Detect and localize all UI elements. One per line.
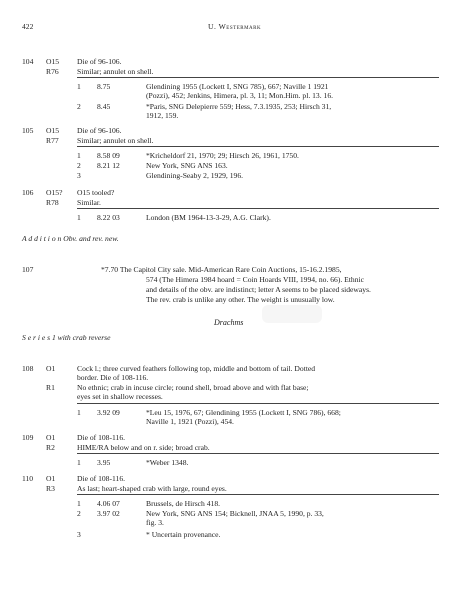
obverse-description: Cock l.; three curved feathers following top, middle and bottom of tail. Dotted bbox=[77, 364, 316, 373]
specimen-reference-cont: Naville 1, 1921 (Pozzi), 454. bbox=[146, 417, 234, 426]
specimen-reference: London (BM 1964-13-3-29, A.G. Clark). bbox=[146, 213, 271, 222]
specimen-index: 1 bbox=[77, 82, 81, 91]
obverse-description: Die of 96-106. bbox=[77, 57, 122, 66]
reverse-die: R2 bbox=[46, 443, 55, 452]
addition-note bbox=[22, 234, 119, 243]
obverse-description: O15 tooled? bbox=[77, 188, 115, 197]
specimen-reference: *Weber 1348. bbox=[146, 458, 189, 467]
specimen-index: 2 bbox=[77, 161, 81, 170]
specimen-weight: 3.97 02 bbox=[97, 509, 120, 518]
specimen-index: 2 bbox=[77, 102, 81, 111]
reverse-description: No ethnic; crab in incuse circle; round shell, broad above and with flat base; bbox=[77, 383, 309, 392]
reverse-description: As last; heart-shaped crab with large, round eyes. bbox=[77, 484, 227, 493]
reverse-description: Similar. bbox=[77, 198, 101, 207]
obverse-die: O1 bbox=[46, 364, 56, 373]
obverse-die: O1 bbox=[46, 433, 56, 442]
specimen-reference: New York, SNG ANS 163. bbox=[146, 161, 228, 170]
entry-divider bbox=[77, 77, 439, 78]
reverse-die: R77 bbox=[46, 136, 59, 145]
specimen-index: 1 bbox=[77, 499, 81, 508]
specimen-reference: *Paris, SNG Delepierre 559; Hess, 7.3.1935, 253; Hirsch 31, bbox=[146, 102, 332, 111]
specimen-index: 2 bbox=[77, 509, 81, 518]
reverse-die: R76 bbox=[46, 67, 59, 76]
specimen-reference: * Uncertain provenance. bbox=[146, 530, 221, 539]
reverse-die: R78 bbox=[46, 198, 59, 207]
specimen-index: 1 bbox=[77, 408, 81, 417]
entry-107-line-3: and details of the obv. are indistinct; letter A seems to be placed sideways. bbox=[146, 285, 371, 294]
specimen-reference-cont: 1912, 159. bbox=[146, 111, 179, 120]
entry-divider bbox=[77, 403, 439, 404]
entry-divider bbox=[77, 494, 439, 495]
specimen-weight: 3.95 bbox=[97, 458, 111, 467]
obverse-die: O15 bbox=[46, 126, 60, 135]
specimen-reference: Glendining-Seaby 2, 1929, 196. bbox=[146, 171, 244, 180]
specimen-reference-cont: (Pozzi), 452; Jenkins, Himera, pl. 3, 11; Mon.Him. pl. 13. 16. bbox=[146, 91, 334, 100]
specimen-index: 3 bbox=[77, 171, 81, 180]
entry-divider bbox=[77, 146, 439, 147]
specimen-reference-cont: fig. 3. bbox=[146, 518, 164, 527]
specimen-index: 1 bbox=[77, 458, 81, 467]
entry-number: 110 bbox=[22, 474, 34, 483]
reverse-die: R3 bbox=[46, 484, 55, 493]
reverse-description: Similar; annulet on shell. bbox=[77, 67, 154, 76]
reverse-description: Similar; annulet on shell. bbox=[77, 136, 154, 145]
specimen-reference: Brussels, de Hirsch 418. bbox=[146, 499, 221, 508]
obverse-description: Die of 108-116. bbox=[77, 433, 126, 442]
reverse-description-cont: eyes set in shallow recesses. bbox=[77, 392, 163, 401]
specimen-weight: 4.06 07 bbox=[97, 499, 120, 508]
entry-number: 106 bbox=[22, 188, 34, 197]
entry-number: 109 bbox=[22, 433, 34, 442]
specimen-reference: New York, SNG ANS 154; Bicknell, JNAA 5, 1990, p. 33, bbox=[146, 509, 324, 518]
obverse-die: O15 bbox=[46, 57, 60, 66]
specimen-weight: 8.58 09 bbox=[97, 151, 120, 160]
entry-107-line-1: *7.70 The Capitol City sale. Mid-American Rare Coin Auctions, 15-16.2.1985, bbox=[101, 265, 342, 274]
running-head-author: U. Westermark bbox=[208, 22, 262, 31]
specimen-weight: 8.75 bbox=[97, 82, 111, 91]
addition-label: A d d i t i o n bbox=[22, 234, 62, 243]
specimen-index: 3 bbox=[77, 530, 81, 539]
specimen-index: 1 bbox=[77, 151, 81, 160]
series-heading: S e r i e s 1 with crab reverse bbox=[22, 333, 111, 342]
entry-107-line-4: The rev. crab is unlike any other. The weight is unusually low. bbox=[146, 295, 335, 304]
addition-text: Obv. and rev. new. bbox=[61, 234, 119, 243]
obverse-description: Die of 108-116. bbox=[77, 474, 126, 483]
reverse-die: R1 bbox=[46, 383, 55, 392]
specimen-reference: *Kricheldorf 21, 1970; 29; Hirsch 26, 1961, 1750. bbox=[146, 151, 299, 160]
obverse-description-cont: border. Die of 108-116. bbox=[77, 373, 149, 382]
specimen-weight: 8.22 03 bbox=[97, 213, 120, 222]
scan-smudge bbox=[262, 305, 322, 323]
specimen-reference: *Leu 15, 1976, 67; Glendining 1955 (Lockett I, SNG 786), 668; bbox=[146, 408, 341, 417]
entry-divider bbox=[77, 208, 439, 209]
section-title: Drachms bbox=[214, 318, 244, 327]
entry-number: 107 bbox=[22, 265, 34, 274]
entry-107-line-2: 574 (The Himera 1984 hoard = Coin Hoards VIII, 1994, no. 66). Ethnic bbox=[146, 275, 364, 284]
obverse-description: Die of 96-106. bbox=[77, 126, 122, 135]
entry-number: 105 bbox=[22, 126, 34, 135]
page-number: 422 bbox=[22, 22, 34, 31]
obverse-die: O15? bbox=[46, 188, 63, 197]
obverse-die: O1 bbox=[46, 474, 56, 483]
specimen-index: 1 bbox=[77, 213, 81, 222]
reverse-description: HIME/RA below and on r. side; broad crab. bbox=[77, 443, 210, 452]
specimen-weight: 8.45 bbox=[97, 102, 111, 111]
specimen-weight: 8.21 12 bbox=[97, 161, 120, 170]
specimen-weight: 3.92 09 bbox=[97, 408, 120, 417]
entry-number: 104 bbox=[22, 57, 34, 66]
entry-divider bbox=[77, 453, 439, 454]
entry-number: 108 bbox=[22, 364, 34, 373]
specimen-reference: Glendining 1955 (Lockett I, SNG 785), 667; Naville 1 1921 bbox=[146, 82, 329, 91]
